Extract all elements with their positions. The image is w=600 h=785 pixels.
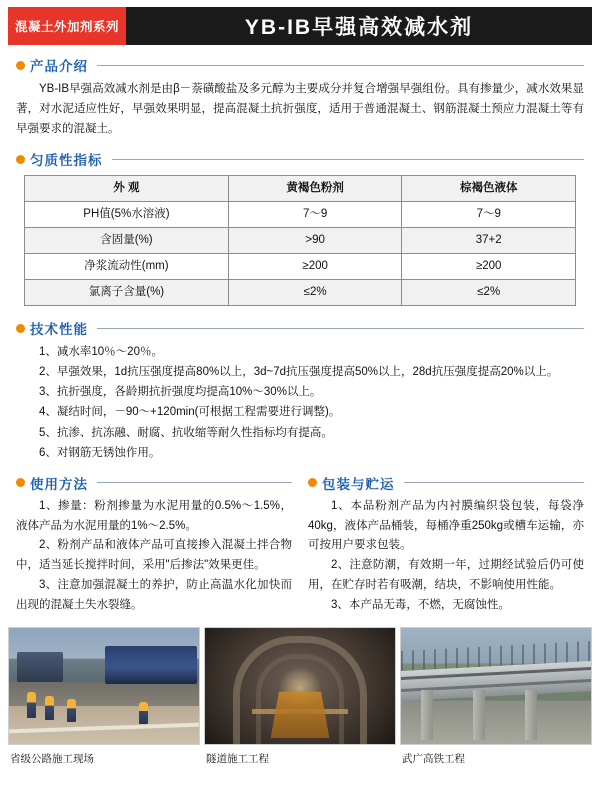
section-heading-intro <box>16 55 584 75</box>
heading-rule <box>97 482 292 483</box>
section-technical-performance <box>16 318 584 463</box>
section-heading-label: 技术性能 <box>30 322 88 338</box>
section-heading-usage <box>16 473 292 493</box>
bridge-pier <box>525 690 537 740</box>
heading-rule <box>404 482 585 483</box>
list-item: 2、注意防潮，有效期一年，过期经试验后仍可使用，在贮存时若有吸潮，结块，不影响使用性能。 <box>308 559 584 591</box>
heading-rule <box>112 159 585 160</box>
list-item: 1、掺量：粉剂掺量为水泥用量的0.5%～1.5%，液体产品为水泥用量的1%～2.5%。 <box>16 499 292 532</box>
bullet-dot-icon <box>16 324 25 333</box>
column-header: 棕褐色液体 <box>402 176 576 202</box>
two-column-area <box>16 473 584 616</box>
table-header-row <box>25 176 576 202</box>
section-heading-performance <box>16 318 584 338</box>
list-item: 2、粉剂产品和液体产品可直接掺入混凝土拌合物中，适当延长搅拌时间，采用"后掺法"效果更佳。 <box>16 539 292 572</box>
section-usage-method <box>16 473 292 616</box>
list-item: 3、注意加强混凝土的养护，防止高温水化加快而出现的混凝土失水裂缝。 <box>16 578 292 611</box>
row-value: ≥200 <box>228 254 402 280</box>
section-heading-packaging <box>308 473 584 493</box>
worker-figure <box>27 692 36 718</box>
row-value: ≥200 <box>402 254 576 280</box>
row-label: 净浆流动性(mm) <box>25 254 229 280</box>
photo-caption: 省级公路施工现场 <box>10 753 94 766</box>
photo-strip <box>8 627 592 766</box>
row-value: 7～9 <box>402 202 576 228</box>
row-label: 含固量(%) <box>25 228 229 254</box>
photo-cell-tunnel <box>204 627 396 766</box>
intro-paragraph: YB-IB早强高效减水剂是由β－萘磺酸盐及多元醇为主要成分并复合增强早强组份。具有掺量少，减水效果显著，对水泥适应性好，早强效果明显，提高混凝土抗折强度，适用于普通混凝土、钢筋混凝土预应力混凝土等有早强要求的混凝土。 <box>16 83 584 136</box>
section-heading-label: 包装与贮运 <box>322 476 395 492</box>
bullet-dot-icon <box>16 478 25 487</box>
column-header: 黄褐色粉剂 <box>228 176 402 202</box>
section-heading-quality <box>16 149 584 169</box>
section-packaging-transport <box>308 473 584 616</box>
packaging-list <box>308 497 584 616</box>
photo-tunnel-construction <box>204 627 396 745</box>
row-value: >90 <box>228 228 402 254</box>
photo-cell-road <box>8 627 200 766</box>
heading-rule <box>97 65 584 66</box>
worker-figure <box>139 702 148 724</box>
list-item: 3、抗折强度，各龄期抗折强度均提高10%～30%以上。 <box>39 386 322 399</box>
bridge-pier <box>473 690 485 740</box>
column-header: 外 观 <box>25 176 229 202</box>
list-item: 4、凝结时间，－90～+120min(可根据工程需要进行调整)。 <box>39 406 341 419</box>
list-item: 2、早强效果，1d抗压强度提高80%以上，3d~7d抗压强度提高50%以上，28d抗压强度提高20%以上。 <box>39 366 559 379</box>
table-row <box>25 254 576 280</box>
bridge-pier <box>421 690 433 740</box>
performance-list <box>16 342 584 463</box>
section-product-intro <box>16 55 584 139</box>
worker-figure <box>45 696 54 720</box>
quality-indicators-table <box>24 175 576 306</box>
bullet-dot-icon <box>16 155 25 164</box>
table-row <box>25 202 576 228</box>
row-label: PH值(5%水溶液) <box>25 202 229 228</box>
row-value: ≤2% <box>402 280 576 306</box>
row-value: 7～9 <box>228 202 402 228</box>
photo-road-construction <box>8 627 200 745</box>
photo-cell-rail <box>400 627 592 766</box>
list-item: 3、本产品无毒，不燃，无腐蚀性。 <box>331 598 510 611</box>
section-heading-label: 产品介绍 <box>30 59 88 74</box>
page-title: YB-IB早强高效减水剂 <box>126 7 592 45</box>
bullet-dot-icon <box>16 61 25 70</box>
row-value: ≤2% <box>228 280 402 306</box>
list-item: 1、本品粉剂产品为内衬膜编织袋包装，每袋净40kg，液体产品桶装，每桶净重250kg或槽车运输，亦可按用户要求包装。 <box>308 499 584 552</box>
section-quality-indicators <box>16 149 584 169</box>
photo-high-speed-rail <box>400 627 592 745</box>
worker-figure <box>67 699 76 722</box>
truck-icon <box>17 652 63 682</box>
list-item: 5、抗渗、抗冻融、耐腐、抗收缩等耐久性指标均有提高。 <box>39 426 333 439</box>
page-header <box>8 7 592 45</box>
list-item: 6、对钢筋无锈蚀作用。 <box>39 446 161 459</box>
photo-caption: 隧道施工工程 <box>206 753 269 766</box>
bullet-dot-icon <box>308 478 317 487</box>
table-row <box>25 228 576 254</box>
product-brochure-page <box>0 7 600 785</box>
table-row <box>25 280 576 306</box>
series-label: 混凝土外加剂系列 <box>8 7 126 45</box>
section-heading-label: 使用方法 <box>30 476 88 492</box>
section-heading-label: 匀质性指标 <box>30 153 103 169</box>
row-value: 37+2 <box>402 228 576 254</box>
quality-table-wrapper <box>24 175 576 306</box>
row-label: 氯离子含量(%) <box>25 280 229 306</box>
truck-icon <box>105 646 197 684</box>
list-item: 1、减水率10％～20％。 <box>39 346 163 359</box>
heading-rule <box>97 328 584 329</box>
usage-list <box>16 497 292 616</box>
photo-caption: 武广高铁工程 <box>402 753 465 766</box>
